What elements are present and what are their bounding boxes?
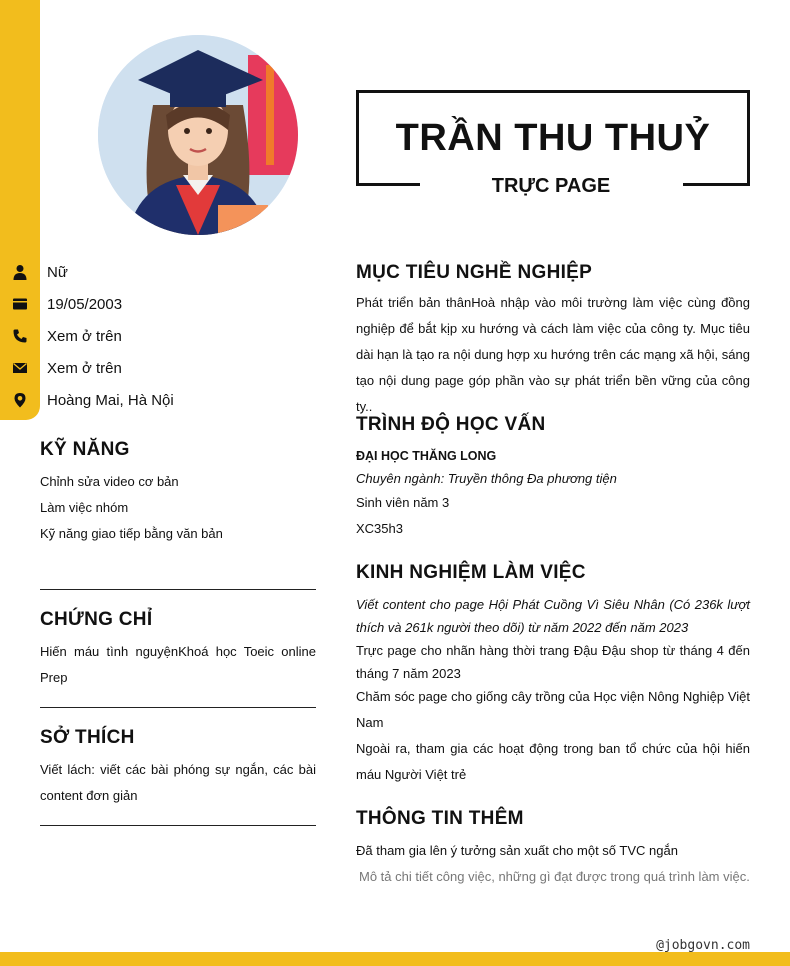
- experience-highlight: Viết content cho page Hội Phát Cuồng Vì Siêu Nhân (Có 236k lượt thích và 261k người theo dõi) từ năm 2022 đến năm 2023: [356, 597, 750, 635]
- experience-item: Ngoài ra, tham gia các hoạt động trong ban tổ chức của hội hiến máu Người Việt trẻ: [356, 741, 750, 782]
- mail-icon: [0, 360, 40, 376]
- experience-item: Chăm sóc page cho giống cây trồng của Học viện Nông Nghiệp Việt Nam: [356, 689, 750, 730]
- contact-phone[interactable]: Xem ở trên: [0, 320, 320, 352]
- hobbies-text: Viết lách: viết các bài phóng sự ngắn, các bài content đơn giản: [40, 762, 316, 803]
- location-icon: [0, 392, 40, 408]
- name-box: [356, 90, 750, 186]
- person-icon: [0, 264, 40, 280]
- major: Chuyên ngành: Truyền thông Đa phương tiện: [356, 471, 617, 486]
- divider: [40, 589, 316, 590]
- class-code: XC35h3: [356, 521, 403, 536]
- experience-item: Trực page cho nhãn hàng thời trang Đậu Đậu shop từ tháng 4 đến tháng 7 năm 2023: [356, 643, 750, 681]
- education-title: TRÌNH ĐỘ HỌC VẤN: [356, 414, 546, 435]
- skill-item: Chỉnh sửa video cơ bản: [40, 474, 179, 489]
- study-year: Sinh viên năm 3: [356, 495, 450, 510]
- divider: [40, 707, 316, 708]
- calendar-icon: [0, 296, 40, 312]
- bottom-accent-bar: [0, 952, 790, 966]
- job-title: TRỰC PAGE: [420, 175, 682, 199]
- hobbies-title: SỞ THÍCH: [40, 727, 135, 748]
- phone-icon: [0, 328, 40, 344]
- objective-title: MỤC TIÊU NGHỀ NGHIỆP: [356, 262, 593, 283]
- skill-item: Kỹ năng giao tiếp bằng văn bản: [40, 526, 223, 541]
- profile-photo: [98, 35, 298, 235]
- skills-title: KỸ NĂNG: [40, 439, 130, 460]
- watermark: @jobgovn.com: [656, 938, 750, 953]
- contact-email[interactable]: Xem ở trên: [0, 352, 320, 384]
- divider: [40, 825, 316, 826]
- extra-hint: Mô tả chi tiết công việc, những gì đạt được trong quá trình làm việc.: [359, 869, 750, 884]
- contact-address: Hoàng Mai, Hà Nội: [0, 384, 320, 416]
- extra-title: THÔNG TIN THÊM: [356, 808, 524, 829]
- skill-item: Làm việc nhóm: [40, 500, 129, 515]
- school-name: ĐẠI HỌC THĂNG LONG: [356, 449, 497, 463]
- certificates-title: CHỨNG CHỈ: [40, 609, 153, 630]
- experience-title: KINH NGHIỆM LÀM VIỆC: [356, 562, 586, 583]
- certificates-text: Hiến máu tình nguyệnKhoá học Toeic online Prep: [40, 644, 316, 685]
- extra-text: Đã tham gia lên ý tưởng sản xuất cho một số TVC ngắn: [356, 843, 678, 858]
- contact-birthday: 19/05/2003: [0, 288, 320, 320]
- contact-gender: Nữ: [0, 256, 320, 288]
- candidate-name: TRẦN THU THUỶ: [395, 117, 711, 159]
- objective-text: Phát triển bản thânHoà nhập vào môi trường làm việc cùng đồng nghiệp để bắt kịp xu hướng và cách làm việc của công ty. Mục tiêu dài hạn là tạo ra nội dung hợp xu hướng trên các mạng xã hội, sáng tạo nội dung page góp phần vào sự phát triển bền vững của công ty..: [356, 295, 750, 414]
